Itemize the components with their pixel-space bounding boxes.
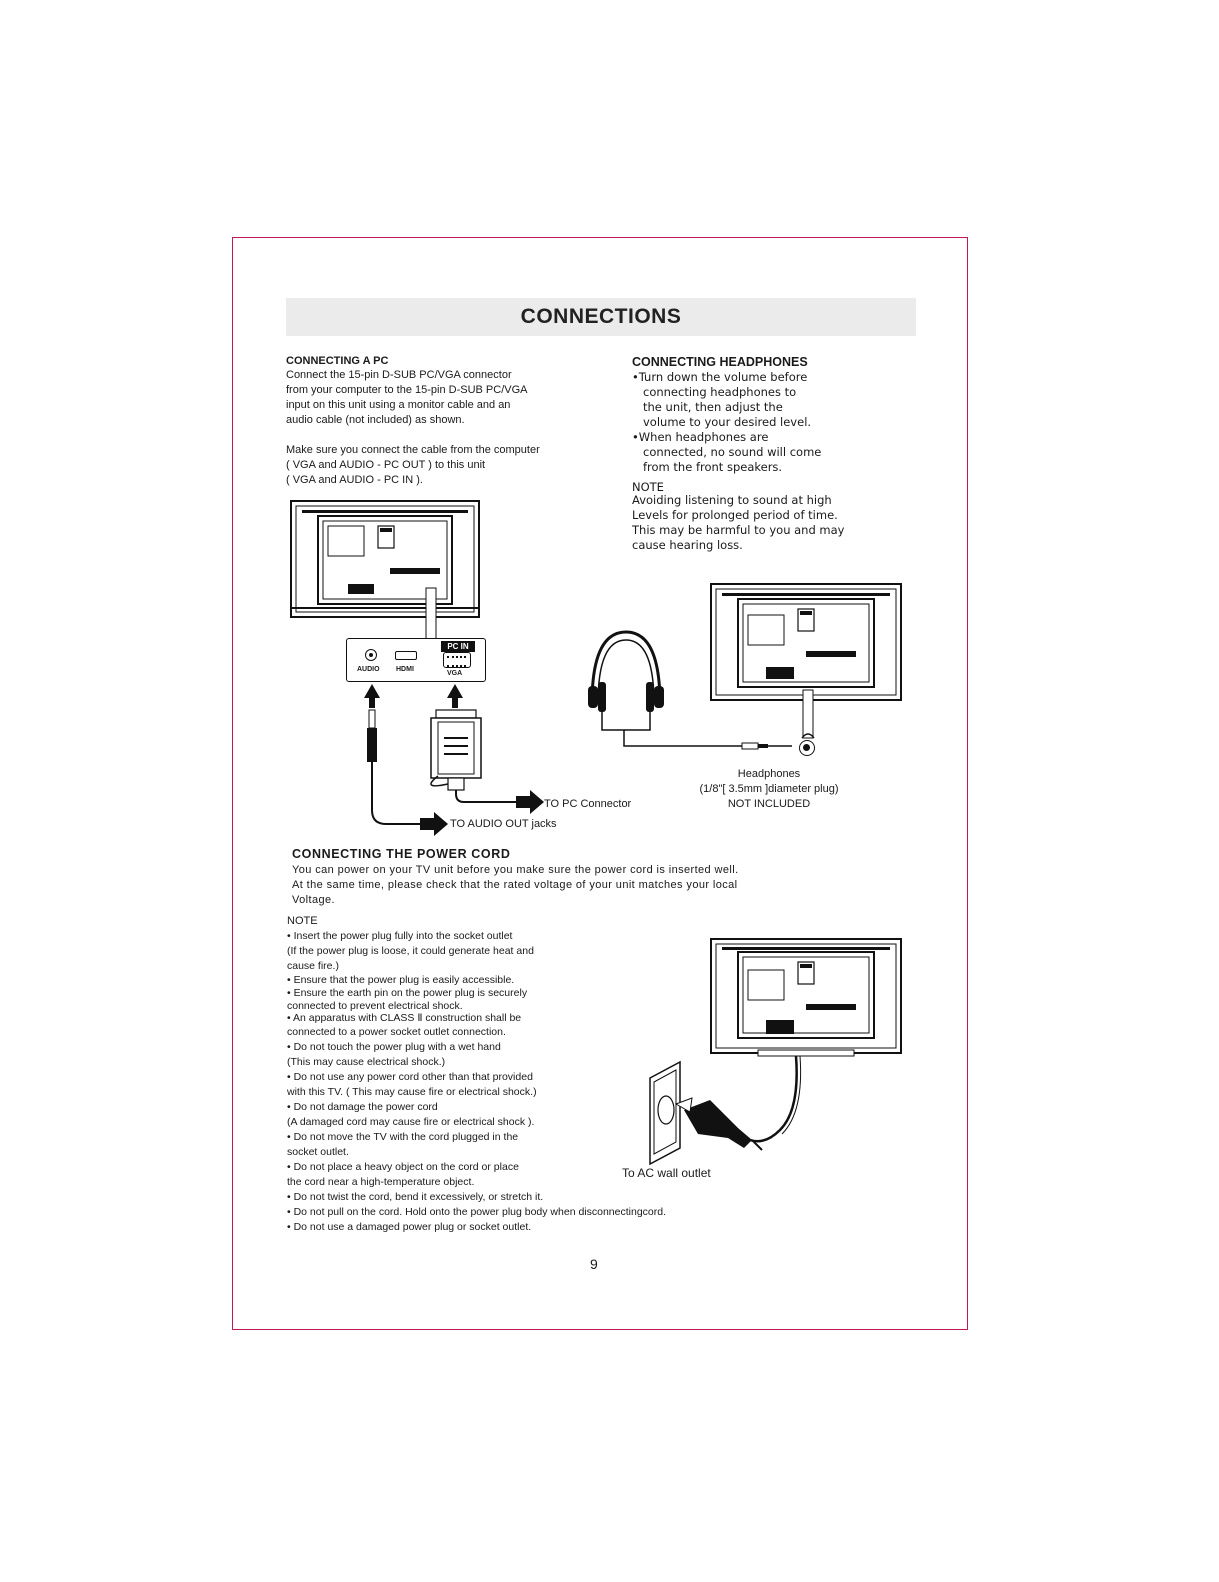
to-audio-out-label: TO AUDIO OUT jacks	[450, 818, 557, 830]
text-line: • Do not twist the cord, bend it excessively, or stretch it.	[287, 1191, 544, 1203]
text-line: connected, no sound will come	[643, 445, 822, 459]
hdmi-label: HDMI	[396, 666, 414, 673]
text-line: audio cable (not included) as shown.	[286, 414, 465, 426]
headphones-caption	[688, 767, 850, 812]
title-bar	[286, 298, 916, 336]
text-line: (This may cause electrical shock.)	[287, 1056, 446, 1068]
text-line: (A damaged cord may cause fire or electrical shock ).	[287, 1116, 535, 1128]
text-line: •Turn down the volume before	[632, 370, 808, 384]
text-line: the unit, then adjust the	[643, 400, 783, 414]
to-pc-connector-label: TO PC Connector	[544, 798, 632, 810]
text-line: • An apparatus with CLASS Ⅱ construction shall be	[287, 1012, 522, 1024]
text-line: cause hearing loss.	[632, 538, 743, 552]
text-line: input on this unit using a monitor cable and an	[286, 399, 511, 411]
power-heading: CONNECTING THE POWER CORD	[292, 847, 511, 861]
text-line: Make sure you connect the cable from the computer	[286, 444, 540, 456]
power-notes	[287, 929, 666, 1235]
power-note-label: NOTE	[287, 915, 318, 927]
text-line: connecting headphones to	[643, 385, 797, 399]
text-line: from the front speakers.	[643, 460, 783, 474]
text-line: ( VGA and AUDIO - PC IN ).	[286, 474, 423, 486]
text-line: ( VGA and AUDIO - PC OUT ) to this unit	[286, 459, 486, 471]
text-line: • Do not damage the power cord	[287, 1101, 438, 1113]
text-line: (If the power plug is loose, it could generate heat and	[287, 945, 534, 957]
page-title: CONNECTIONS	[520, 305, 682, 328]
text-line: This may be harmful to you and may	[632, 523, 845, 537]
text-line: At the same time, please check that the rated voltage of your unit matches your local	[292, 879, 738, 891]
headphones-heading: CONNECTING HEADPHONES	[632, 355, 808, 369]
audio-label: AUDIO	[357, 666, 380, 673]
pc-paragraph-2	[286, 443, 540, 488]
text-line: • Do not pull on the cord. Hold onto the power plug body when disconnectingcord.	[287, 1206, 666, 1218]
headphones-icon	[582, 626, 802, 754]
vga-port-icon	[443, 652, 471, 668]
ac-outlet-caption: To AC wall outlet	[622, 1166, 711, 1180]
text-line: • Do not touch the power plug with a wet hand	[287, 1041, 501, 1053]
text-line: socket outlet.	[287, 1146, 349, 1158]
text-line: •When headphones are	[632, 430, 769, 444]
pc-heading: CONNECTING A PC	[286, 355, 389, 367]
text-line: from your computer to the 15-pin D-SUB PC/VGA	[286, 384, 528, 396]
text-line: • Do not move the TV with the cord plugged in the	[287, 1131, 519, 1143]
power-intro	[292, 863, 739, 908]
pointer-line	[424, 588, 438, 640]
text-line: volume to your desired level.	[643, 415, 812, 429]
text-line: the cord near a high-temperature object.	[287, 1176, 475, 1188]
vga-label: VGA	[447, 670, 463, 677]
audio-jack-icon	[365, 649, 377, 661]
text-line: • Do not use a damaged power plug or socket outlet.	[287, 1221, 532, 1233]
headphones-note-label: NOTE	[632, 480, 664, 494]
text-line: Connect the 15-pin D-SUB PC/VGA connector	[286, 369, 512, 381]
text-line: connected to prevent electrical shock.	[287, 1000, 463, 1012]
text-line: Headphones	[737, 768, 801, 780]
page-number: 9	[590, 1256, 598, 1272]
text-line: • Ensure the earth pin on the power plug is securely	[287, 987, 528, 999]
text-line: (1/8"[ 3.5mm ]diameter plug)	[699, 783, 839, 795]
text-line: Voltage.	[292, 894, 335, 906]
text-line: You can power on your TV unit before you make sure the power cord is inserted well.	[292, 864, 739, 876]
text-line: • Insert the power plug fully into the socket outlet	[287, 930, 513, 942]
text-line: with this TV. ( This may cause fire or electrical shock.)	[287, 1086, 537, 1098]
pc-paragraph-1	[286, 368, 527, 428]
text-line: • Do not use any power cord other than that provided	[287, 1071, 533, 1083]
text-line: Avoiding listening to sound at high	[632, 493, 832, 507]
text-line: • Do not place a heavy object on the cord or place	[287, 1161, 519, 1173]
hdmi-port-icon	[395, 651, 417, 660]
text-line: connected to a power socket outlet connection.	[287, 1026, 506, 1038]
text-line: NOT INCLUDED	[727, 798, 811, 810]
tv-back-illustration	[290, 500, 482, 622]
power-outlet-illustration	[640, 1030, 820, 1170]
text-line: Levels for prolonged period of time.	[632, 508, 838, 522]
pc-in-label: PC IN	[441, 641, 475, 652]
headphones-note	[632, 493, 844, 553]
text-line: cause fire.)	[287, 960, 339, 972]
headphones-bullets	[632, 370, 821, 475]
text-line: • Ensure that the power plug is easily accessible.	[287, 974, 515, 986]
connector-panel	[346, 638, 486, 682]
